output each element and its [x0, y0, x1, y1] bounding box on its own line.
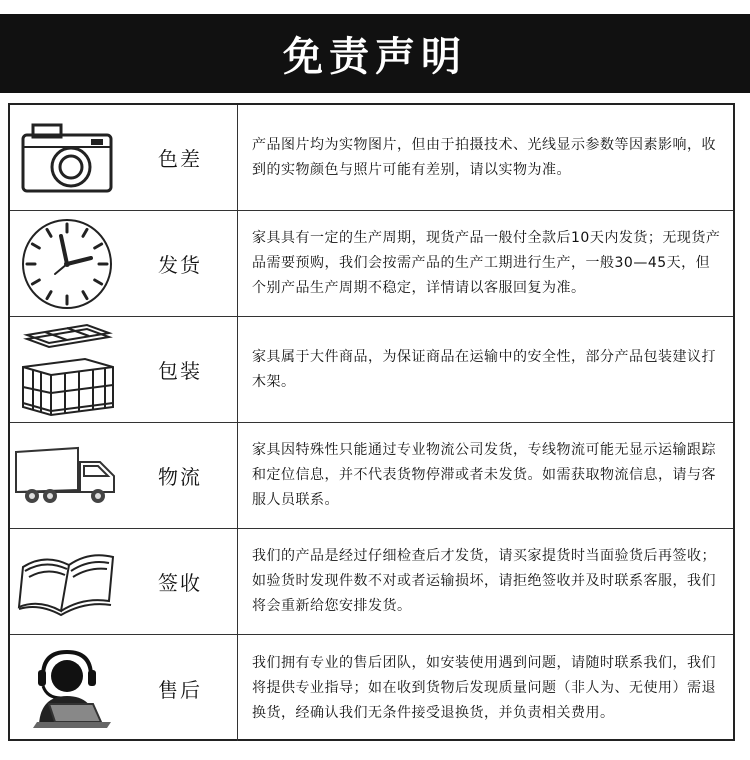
row-description: 产品图片均为实物图片，但由于拍摄技术、光线显示参数等因素影响，收到的实物颜色与照片可能有差别，请以实物为准。 — [252, 136, 716, 178]
row-label: 包装 — [158, 359, 202, 383]
row-description: 我们拥有专业的售后团队，如安装使用遇到问题，请随时联系我们，我们将提供专业指导；如在收到货物后发现质量问题（非人为、无使用）需退换货，经确认我们无条件接受退换货，并负责相关费用。 — [252, 654, 716, 721]
table-row-receipt — [10, 529, 733, 635]
row-label: 色差 — [158, 147, 202, 171]
table-row-after-sales — [10, 635, 733, 741]
page-title: 免责声明 — [283, 34, 467, 80]
row-description: 家具因特殊性只能通过专业物流公司发货，专线物流可能无显示运输跟踪和定位信息，并不代表货物停滞或者未发货。如需获取物流信息，请与客服人员联系。 — [252, 442, 716, 508]
table-row-shipping — [10, 211, 733, 317]
wooden-crate-icon — [10, 317, 123, 422]
row-description: 家具属于大件商品，为保证商品在运输中的安全性，部分产品包装建议打木架。 — [252, 348, 716, 390]
truck-icon — [10, 423, 123, 528]
row-description: 家具具有一定的生产周期，现货产品一般付全款后10天内发货；无现货产品需要预购，我们会按需产品的生产工期进行生产，一般30—45天，但个别产品生产周期不稳定，详情请以客服回复为准。 — [252, 230, 721, 296]
camera-icon — [10, 105, 123, 210]
row-label: 发货 — [158, 253, 202, 277]
title-banner — [0, 14, 750, 93]
clock-icon — [10, 211, 123, 316]
table-row-logistics — [10, 423, 733, 529]
disclaimer-table — [8, 103, 735, 741]
row-description: 我们的产品是经过仔细检查后才发货，请买家提货时当面验货后再签收；如验货时发现件数不对或者运输损坏，请拒绝签收并及时联系客服，我们将会重新给您安排发货。 — [252, 548, 716, 614]
table-row-packaging — [10, 317, 733, 423]
row-label: 售后 — [158, 677, 202, 702]
support-agent-icon — [10, 635, 123, 741]
table-row-color — [10, 105, 733, 211]
row-label: 物流 — [158, 465, 202, 489]
row-label: 签收 — [158, 571, 202, 595]
open-book-icon — [10, 529, 123, 634]
